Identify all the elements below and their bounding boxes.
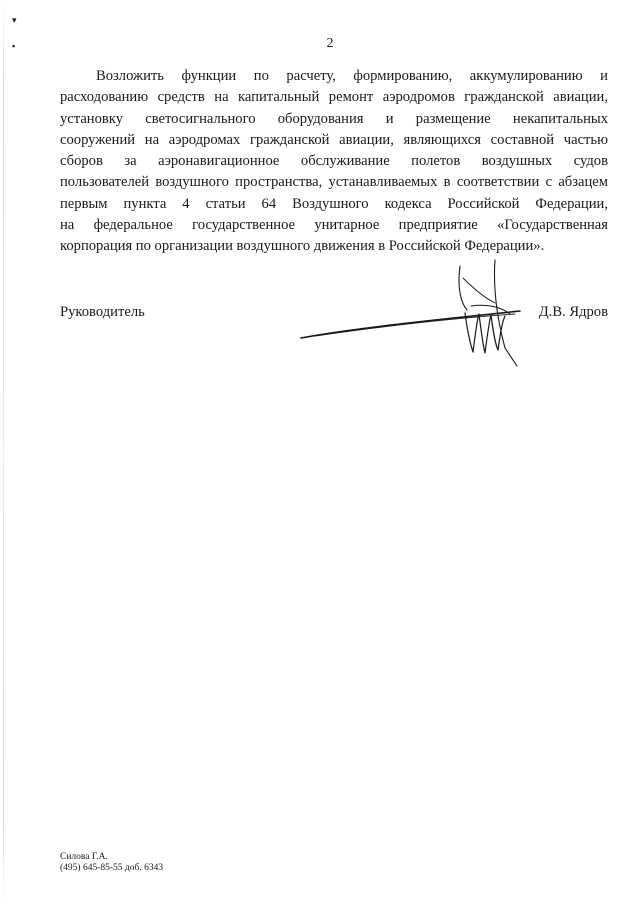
signer-name: Д.В. Ядров [538,304,608,320]
body-line: расходованию средств на капитальный ремонт аэродромов гражданской авиации, [60,89,608,106]
body-line: установку светосигнального оборудования и размещение некапитальных [60,110,608,127]
body-line: сооружений на аэродромах гражданской авиации, являющихся составной частью [60,131,608,148]
page-number: 2 [326,36,334,51]
scan-edge-shadow [3,0,4,905]
body-line: корпорация по организации воздушного движения в Российской Федерации». [60,238,545,255]
body-paragraph [60,66,608,258]
executor-name: Силова Г.А. [60,852,108,862]
body-line: пользователей воздушного пространства, устанавливаемых в соответствии с абзацем [60,174,608,191]
body-line: сборов за аэронавигационное обслуживание полетов воздушных судов [60,153,608,170]
body-line: первым пункта 4 статьи 64 Воздушного кодекса Российской Федерации, [60,195,608,212]
signer-title: Руководитель [60,304,145,320]
executor-phone: (495) 645-85-55 доб. 6343 [60,863,164,873]
body-line: на федеральное государственное унитарное предприятие «Государственная [60,217,608,234]
executor-block [60,852,163,874]
margin-mark-dot: ▪ [12,41,16,51]
body-line: Возложить функции по расчету, формированию, аккумулированию и [96,68,608,84]
handwritten-signature [295,258,535,373]
margin-mark-top: ▾ [12,15,17,25]
